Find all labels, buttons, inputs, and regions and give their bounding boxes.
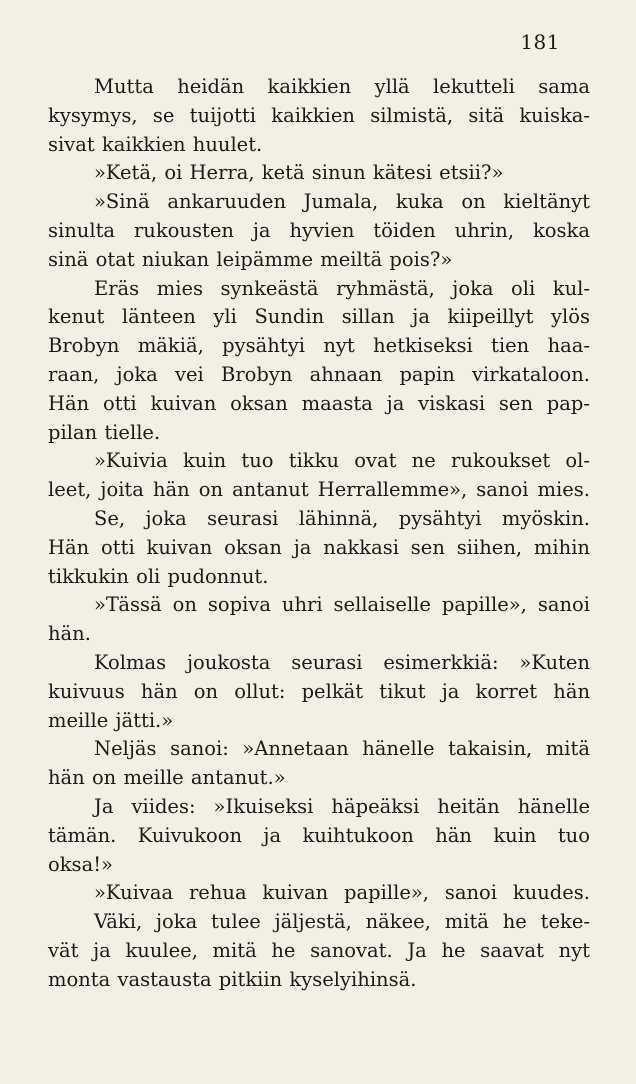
text-line: tämän. Kuivukoon ja kuihtukoon hän kuin tuo: [48, 823, 590, 847]
page-number: 181: [520, 30, 560, 54]
text-line: pilan tielle.: [48, 420, 161, 444]
text-line: sinä otat niukan leipämme meiltä pois?»: [48, 247, 453, 271]
text-line: raan, joka vei Brobyn ahnaan papin virkataloon.: [48, 362, 590, 386]
text-line: sivat kaikkien huulet.: [48, 132, 263, 156]
text-line: »Tässä on sopiva uhri sellaiselle papille», sanoi: [94, 593, 590, 617]
text-line: »Kuivia kuin tuo tikku ovat ne rukoukset ol-: [94, 449, 590, 473]
text-line: kuivuus hän on ollut: pelkät tikut ja korret hän: [48, 679, 590, 703]
text-line: tikkukin oli pudonnut.: [48, 564, 269, 588]
text-line: Mutta heidän kaikkien yllä lekutteli sama: [94, 75, 590, 98]
text-line: »Kuivaa rehua kuivan papille», sanoi kuudes.: [94, 881, 590, 905]
text-line: hän.: [48, 622, 91, 646]
text-line: »Ketä, oi Herra, ketä sinun kätesi etsii?»: [94, 161, 504, 185]
text-line: monta vastausta pitkiin kyselyihinsä.: [48, 967, 417, 991]
text-line: Brobyn mäkiä, pysähtyi nyt hetkiseksi tien haa-: [48, 334, 590, 358]
text-line: oksa!»: [48, 852, 113, 876]
text-line: vät ja kuulee, mitä he sanovat. Ja he saavat nyt: [48, 938, 590, 962]
text-line: leet, joita hän on antanut Herrallemme», sanoi mies.: [48, 478, 590, 502]
text-line: meille jätti.»: [48, 708, 174, 732]
text-line: hän on meille antanut.»: [48, 766, 286, 790]
text-line: Väki, joka tulee jäljestä, näkee, mitä he teke-: [94, 910, 590, 934]
text-line: kysymys, se tuijotti kaikkien silmistä, sitä kuiska-: [48, 103, 590, 127]
text-line: »Sinä ankaruuden Jumala, kuka on kieltänyt: [94, 190, 590, 214]
text-line: Eräs mies synkeästä ryhmästä, joka oli kul-: [94, 276, 590, 300]
body-text: [48, 73, 590, 995]
text-line: Se, joka seurasi lähinnä, pysähtyi myöskin.: [94, 506, 590, 530]
text-line: Hän otti kuivan oksan ja nakkasi sen siihen, mihin: [48, 535, 590, 559]
text-line: Kolmas joukosta seurasi esimerkkiä: »Kuten: [94, 650, 590, 674]
text-line: Neljäs sanoi: »Annetaan hänelle takaisin, mitä: [94, 737, 590, 761]
text-line: sinulta rukousten ja hyvien töiden uhrin, koska: [48, 218, 590, 242]
text-line: kenut länteen yli Sundin sillan ja kiipeillyt ylös: [48, 305, 590, 329]
text-line: Hän otti kuivan oksan maasta ja viskasi sen pap-: [48, 391, 590, 415]
text-line: Ja viides: »Ikuiseksi häpeäksi heitän hänelle: [94, 794, 590, 818]
